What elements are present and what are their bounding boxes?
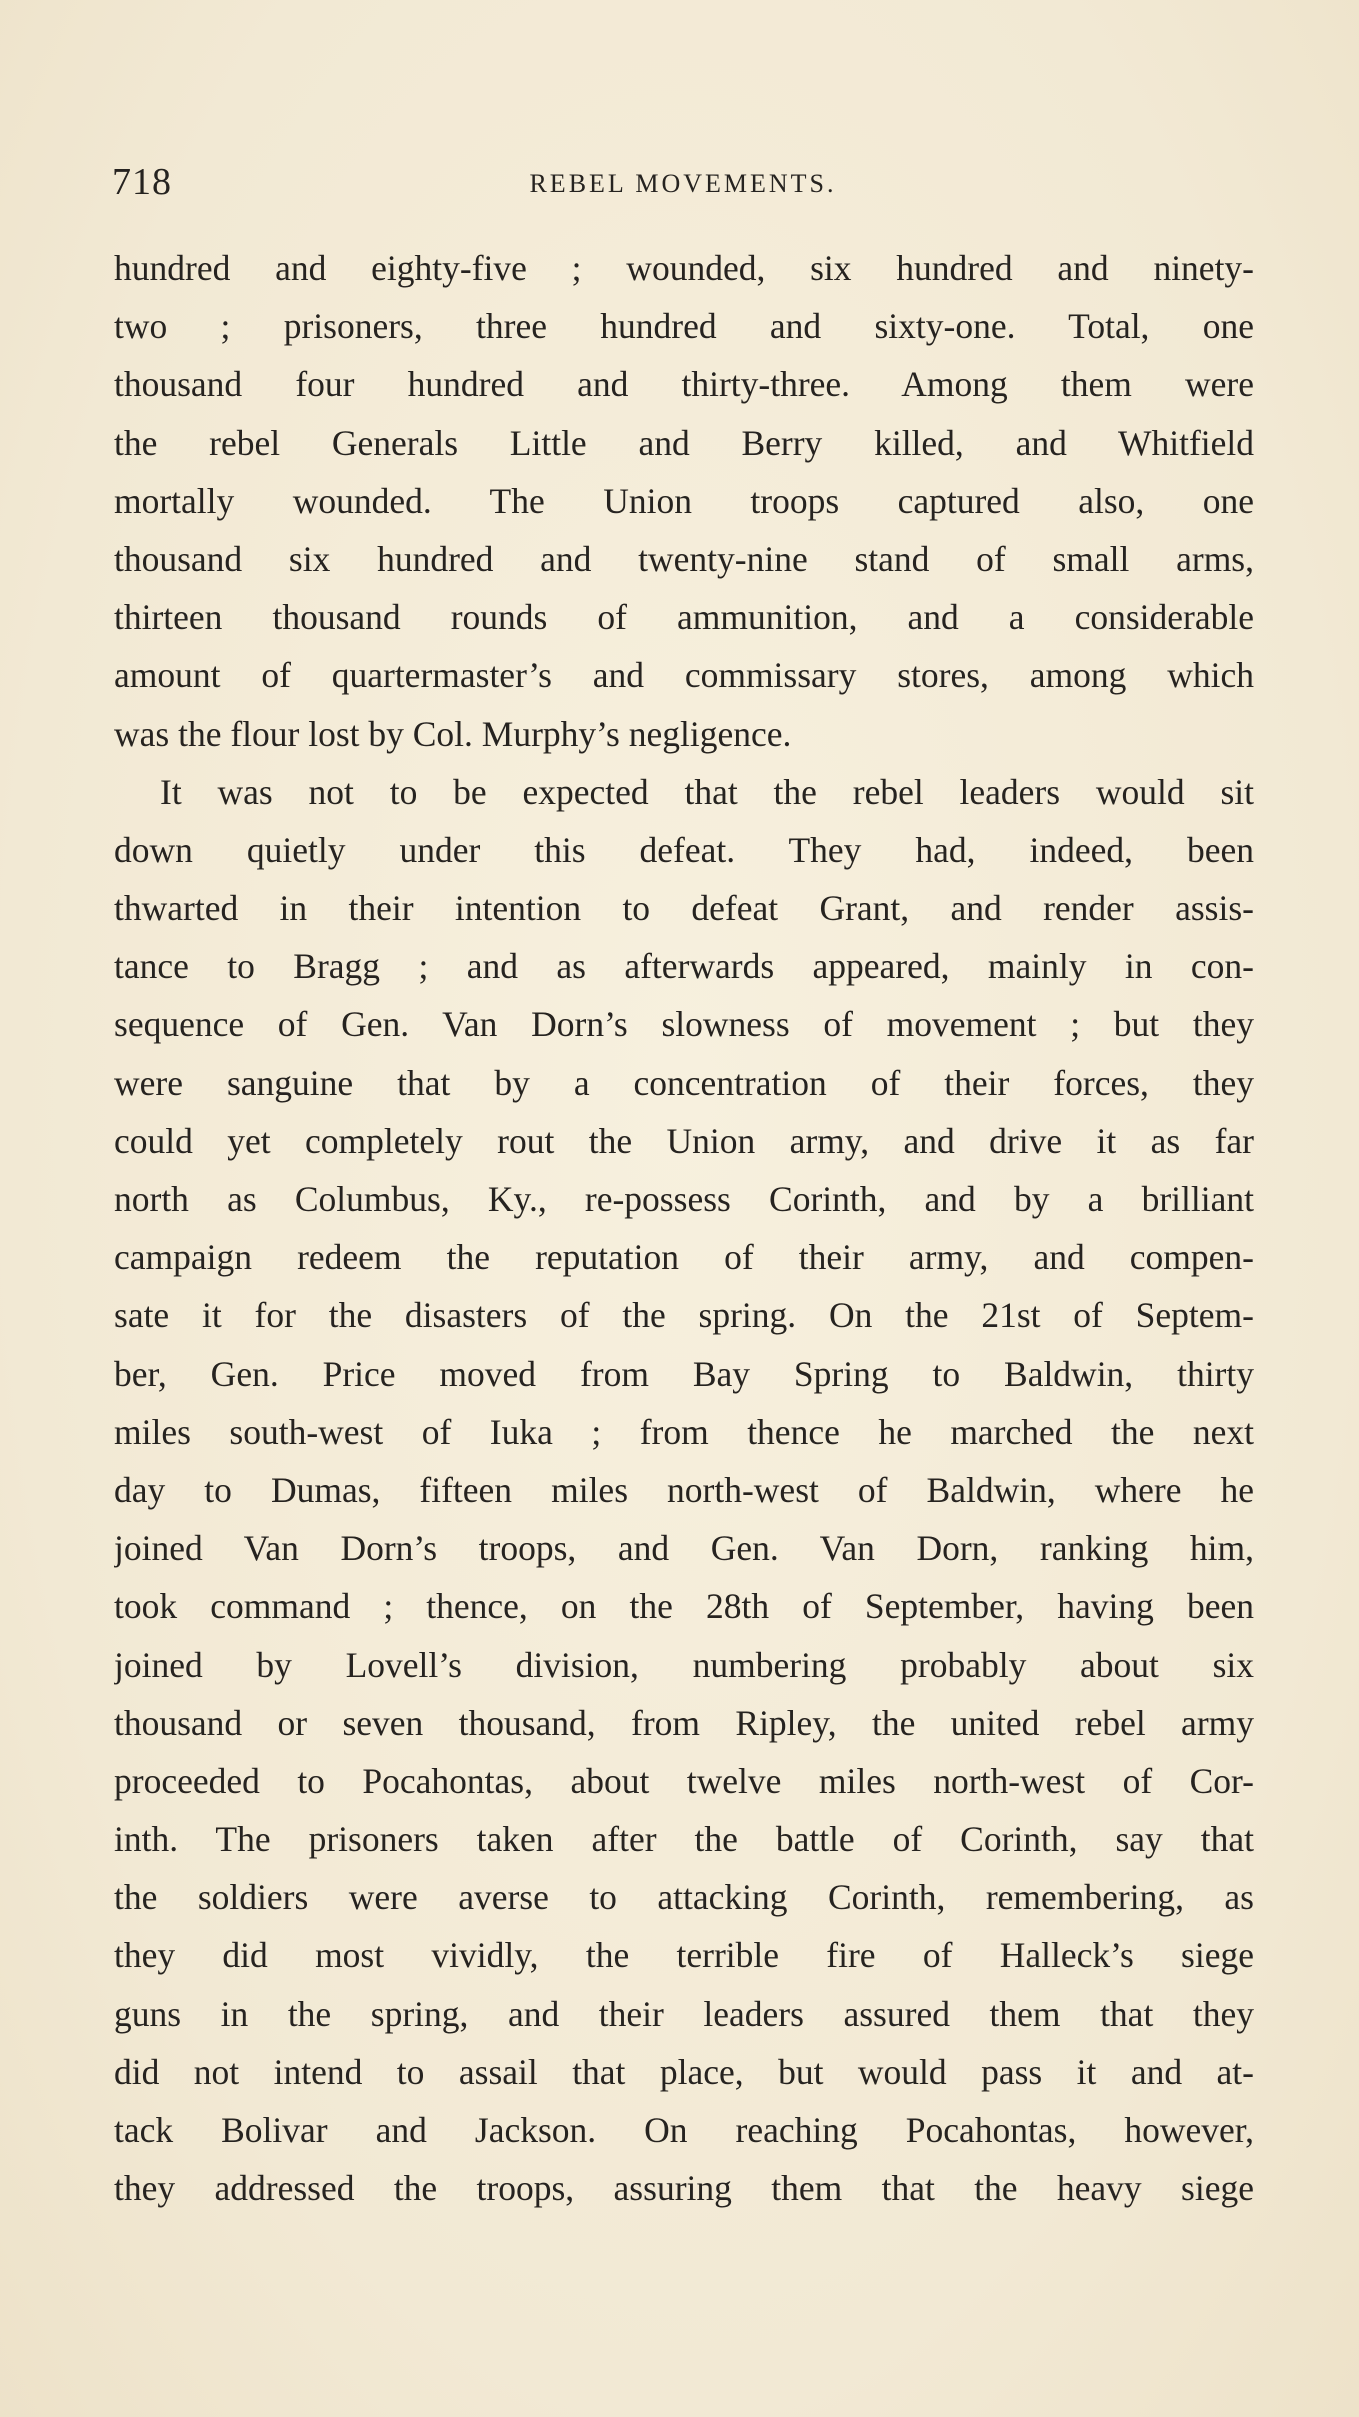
text-line: tance to Bragg ; and as afterwards appeared, mainly in con- [114,946,1254,987]
page-header [112,158,1254,206]
text-line: did not intend to assail that place, but would pass it and at- [114,2051,1254,2092]
text-line: joined by Lovell’s division, numbering probably about six [114,1644,1254,1685]
text-line: ber, Gen. Price moved from Bay Spring to Baldwin, thirty [114,1353,1254,1394]
text-line: thousand or seven thousand, from Ripley, the united rebel army [114,1702,1254,1743]
paragraph-end-line: was the flour lost by Col. Murphy’s negligence. [114,713,792,754]
text-line: sate it for the disasters of the spring. On the 21st of Septem- [114,1295,1254,1336]
text-line: campaign redeem the reputation of their army, and compen- [114,1237,1254,1278]
text-line: amount of quartermaster’s and commissary stores, among which [114,655,1254,696]
paragraph-start-line: It was not to be expected that the rebel leaders would sit [160,771,1254,812]
text-line: were sanguine that by a concentration of their forces, they [114,1062,1254,1103]
text-line: could yet completely rout the Union army, and drive it as far [114,1120,1254,1161]
text-line: took command ; thence, on the 28th of September, having been [114,1586,1254,1627]
text-line: miles south-west of Iuka ; from thence he marched the next [114,1411,1254,1452]
text-line: two ; prisoners, three hundred and sixty-one. Total, one [114,306,1254,347]
text-line: proceeded to Pocahontas, about twelve miles north-west of Cor- [114,1760,1254,1801]
body-text [114,239,1254,2217]
text-line: guns in the spring, and their leaders assured them that they [114,1993,1254,2034]
text-line: thousand four hundred and thirty-three. Among them were [114,364,1254,405]
page-number: 718 [112,161,172,203]
text-line: they did most vividly, the terrible fire of Halleck’s siege [114,1935,1254,1976]
running-head: REBEL MOVEMENTS. [529,169,837,198]
text-line: down quietly under this defeat. They had, indeed, been [114,829,1254,870]
text-line: north as Columbus, Ky., re-possess Corinth, and by a brilliant [114,1179,1254,1219]
text-line: thwarted in their intention to defeat Grant, and render assis- [114,888,1254,929]
text-line: mortally wounded. The Union troops captured also, one [114,480,1254,521]
text-line: inth. The prisoners taken after the battle of Corinth, say that [114,1819,1254,1860]
text-line: the rebel Generals Little and Berry killed, and Whitfield [114,422,1254,463]
text-line: day to Dumas, fifteen miles north-west of Baldwin, where he [114,1469,1254,1510]
text-line: they addressed the troops, assuring them that the heavy siege [114,2168,1254,2209]
text-line: thirteen thousand rounds of ammunition, and a considerable [114,597,1254,638]
text-line: hundred and eighty-five ; wounded, six hundred and ninety- [114,248,1254,288]
text-line: tack Bolivar and Jackson. On reaching Pocahontas, however, [114,2110,1254,2150]
text-line: sequence of Gen. Van Dorn’s slowness of movement ; but they [114,1004,1254,1045]
text-line: joined Van Dorn’s troops, and Gen. Van Dorn, ranking him, [114,1528,1254,1569]
text-line: thousand six hundred and twenty-nine stand of small arms, [114,538,1254,579]
text-line: the soldiers were averse to attacking Corinth, remembering, as [114,1877,1254,1918]
